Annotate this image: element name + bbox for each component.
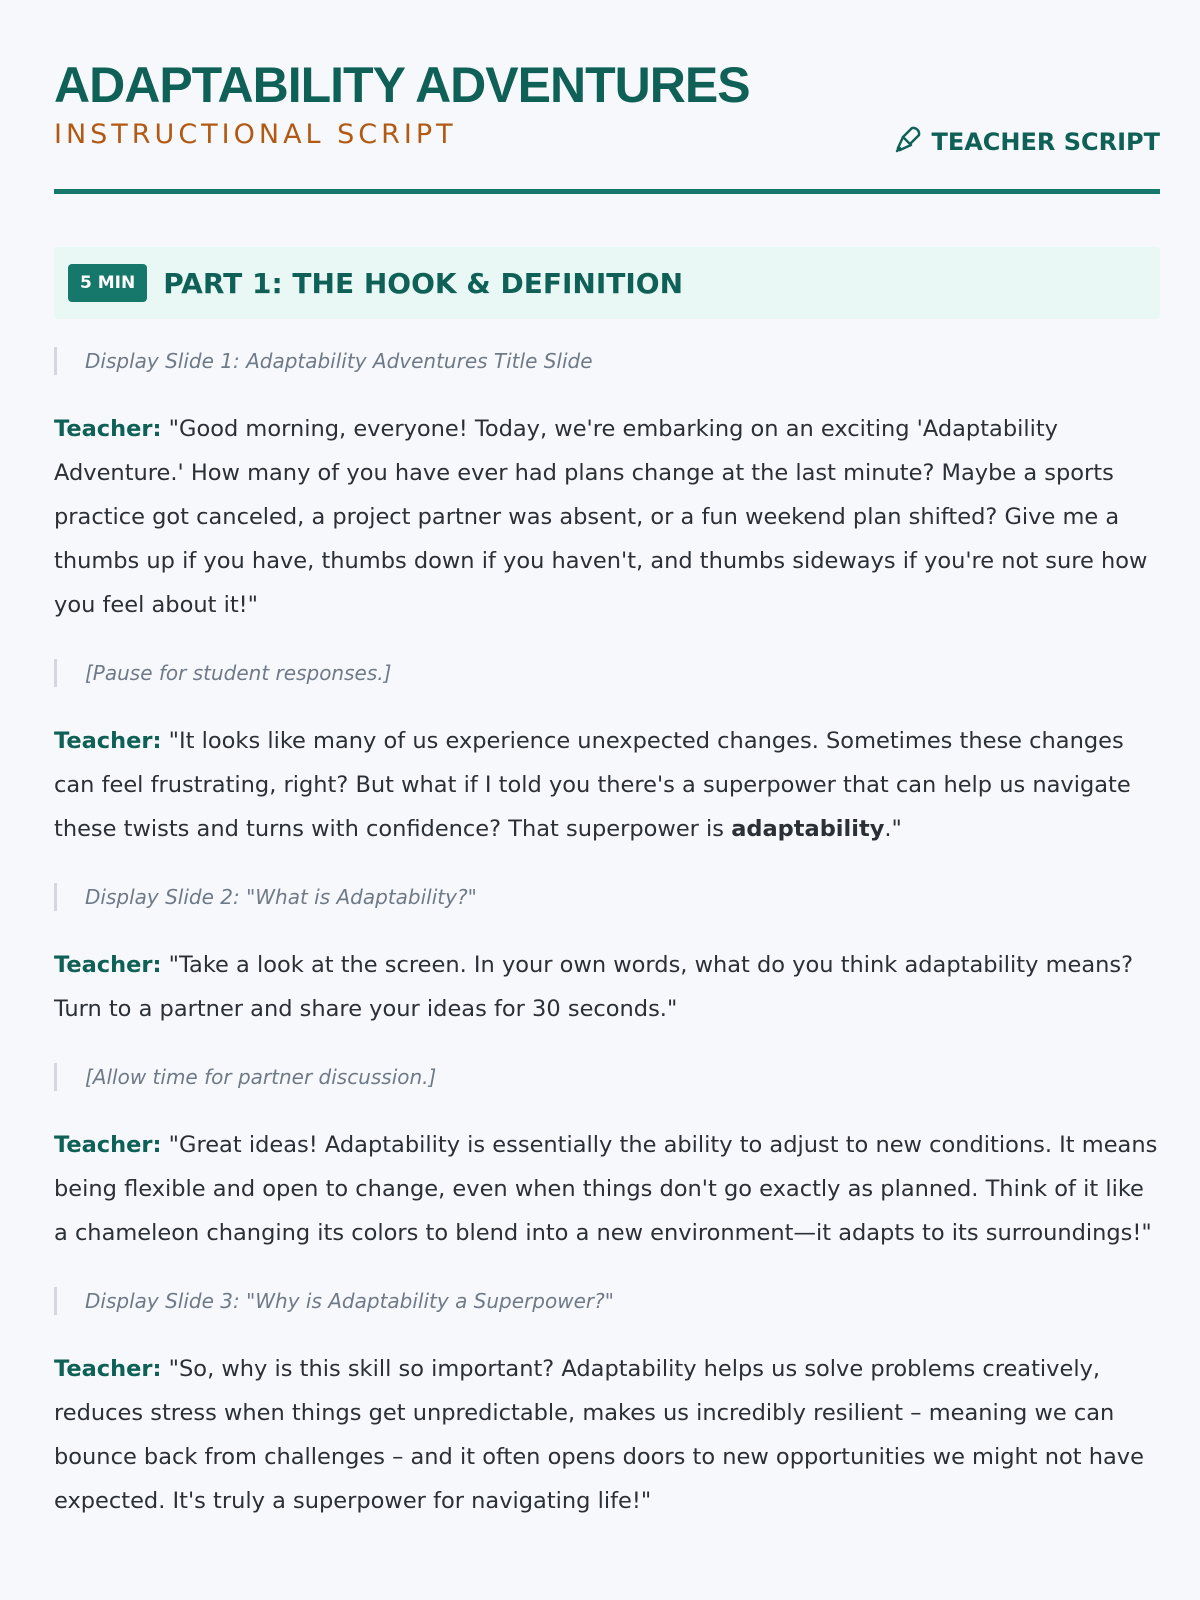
- line-text: "It looks like many of us experience unexpected changes. Sometimes these changes can feel frustrating, right? But what if I told you there's a superpower that can help us navigate these twists and turns with confidence? That superpower is: [54, 728, 1131, 842]
- section-title: PART 1: THE HOOK & DEFINITION: [163, 266, 683, 300]
- teacher-script-tag: [893, 124, 1160, 160]
- speaker-label: Teacher:: [54, 1356, 162, 1382]
- teacher-line: [54, 1347, 1160, 1523]
- stage-cue: Display Slide 1: Adaptability Adventures Title Slide: [54, 347, 1160, 375]
- line-text: "Great ideas! Adaptability is essentially the ability to adjust to new conditions. It means being flexible and open to change, even when things don't go exactly as planned. Think of it like a chameleon changing its colors to blend into a new environment—it adapts to its surroundings!": [54, 1132, 1158, 1246]
- teacher-line: [54, 943, 1160, 1031]
- teacher-line: [54, 1123, 1160, 1255]
- stage-cue: Display Slide 2: "What is Adaptability?": [54, 883, 1160, 911]
- keyword-emphasis: adaptability: [731, 816, 885, 842]
- duration-badge: 5 MIN: [68, 264, 147, 302]
- microphone-icon: [893, 124, 923, 160]
- speaker-label: Teacher:: [54, 728, 162, 754]
- stage-cue: Display Slide 3: "Why is Adaptability a Superpower?": [54, 1287, 1160, 1315]
- stage-cue: [Pause for student responses.]: [54, 659, 1160, 687]
- line-text: "Take a look at the screen. In your own words, what do you think adaptability means? Turn to a partner and share your ideas for 30 seconds.": [54, 952, 1134, 1022]
- speaker-label: Teacher:: [54, 416, 162, 442]
- speaker-label: Teacher:: [54, 1132, 162, 1158]
- teacher-line: [54, 407, 1160, 627]
- line-text-end: .": [884, 816, 902, 842]
- page-header: [54, 54, 1160, 194]
- speaker-label: Teacher:: [54, 952, 162, 978]
- teacher-line: [54, 719, 1160, 851]
- stage-cue: [Allow time for partner discussion.]: [54, 1063, 1160, 1091]
- teacher-script-label: TEACHER SCRIPT: [931, 128, 1160, 156]
- section-header: [54, 247, 1160, 319]
- script-content: [54, 347, 1160, 1523]
- page-title: ADAPTABILITY ADVENTURES: [54, 57, 750, 113]
- page-subtitle: INSTRUCTIONAL SCRIPT: [54, 119, 457, 150]
- line-text: "Good morning, everyone! Today, we're embarking on an exciting 'Adaptability Adventure.' How many of you have ever had plans change at the last minute? Maybe a sports practice got canceled, a project partner was absent, or a fun weekend plan shifted? Give me a thumbs up if you have, thumbs down if you haven't, and thumbs sideways if you're not sure how you feel about it!": [54, 416, 1148, 618]
- line-text: "So, why is this skill so important? Adaptability helps us solve problems creatively, reduces stress when things get unpredictable, makes us incredibly resilient – meaning we can bounce back from challenges – and it often opens doors to new opportunities we might not have expected. It's truly a superpower for navigating life!": [54, 1356, 1144, 1514]
